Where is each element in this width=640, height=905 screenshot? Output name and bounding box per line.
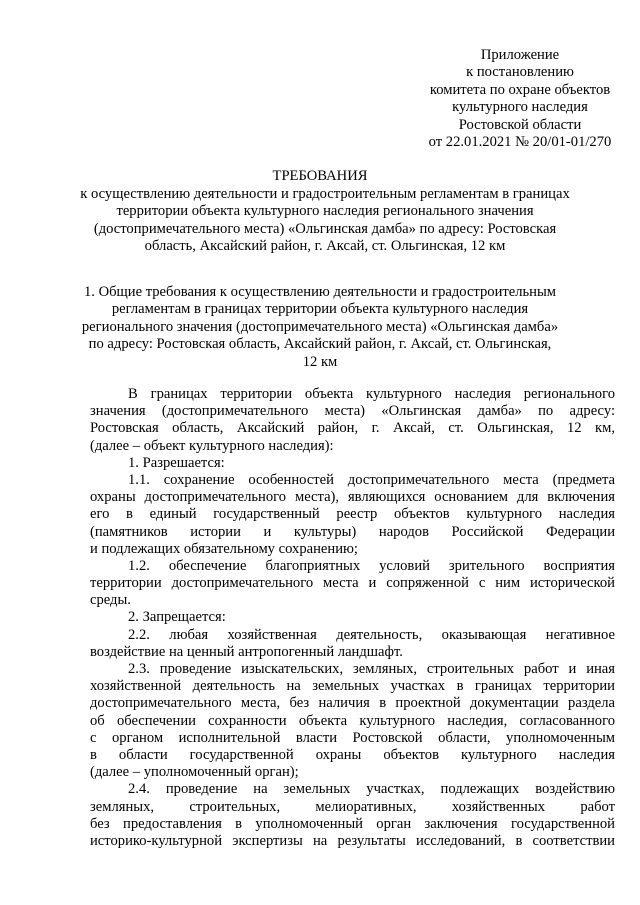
item-2-3-line: хозяйственной деятельность на земельных участках в границах территории xyxy=(90,678,615,695)
item-1-1-line: охраны достопримечательного места), являющихся основанием для включения xyxy=(90,489,615,506)
item-1-1-line: его в единый государственный реестр объектов культурного наследия xyxy=(90,506,615,523)
item-1-1-line: (памятников истории и культуры) народов Российской Федерации xyxy=(90,523,615,540)
item-2-4-line: 2.4. проведение на земельных участках, подлежащих воздействию xyxy=(128,781,615,798)
allowed-heading: 1. Разрешается: xyxy=(128,454,225,471)
subtitle-line: (достопримечательного места) «Ольгинская дамба» по адресу: Ростовская xyxy=(93,220,557,237)
item-1-1-line: и подлежащих обязательному сохранению; xyxy=(90,540,358,557)
document-subtitle xyxy=(60,186,590,256)
subtitle-line: территории объекта культурного наследия регионального значения xyxy=(116,203,534,220)
heading-line: регламентам в границах территории объекта культурного наследия xyxy=(111,301,529,318)
section-1-heading xyxy=(80,284,560,371)
item-1-2-line: 1.2. обеспечение благоприятных условий зрительного восприятия xyxy=(128,557,615,574)
subtitle-line: область, Аксайский район, г. Аксай, ст. Ольгинская, 12 км xyxy=(144,238,506,255)
item-2-3-line: с органом исполнительной власти Ростовской области, уполномоченным xyxy=(90,729,615,746)
heading-line: по адресу: Ростовская область, Аксайский район, г. Аксай, ст. Ольгинская, xyxy=(88,336,552,353)
item-2-3-line: в области государственной охраны объектов культурного наследия xyxy=(90,746,615,763)
intro-line: В границах территории объекта культурного наследия регионального xyxy=(128,386,615,402)
item-2-3-line: (далее – уполномоченный орган); xyxy=(90,764,299,781)
heading-line: регионального значения (достопримечательного места) «Ольгинская дамба» xyxy=(81,318,559,335)
document-body xyxy=(90,386,615,850)
heading-line: 12 км xyxy=(302,353,338,370)
intro-line: значения (достопримечательного места) «Ольгинская дамба» по адресу: xyxy=(90,403,615,420)
heading-line: 1. Общие требования к осуществлению деятельности и градостроительным xyxy=(83,284,557,300)
appendix-line: Приложение xyxy=(480,47,560,63)
item-2-4-line: историко-культурной экспертизы на результаты исследований, в соответствии xyxy=(90,832,615,849)
item-2-3-line: об обеспечении сохранности объекта культурного наследия, согласованного xyxy=(90,712,615,729)
appendix-line: от 22.01.2021 № 20/01-01/270 xyxy=(428,134,612,151)
item-2-4-line: земляных, строительных, мелиоративных, хозяйственных работ xyxy=(90,798,615,815)
appendix-line: к постановлению xyxy=(466,64,574,81)
intro-line: (далее – объект культурного наследия): xyxy=(90,437,334,454)
item-2-2-line: 2.2. любая хозяйственная деятельность, оказывающая негативное xyxy=(128,626,615,643)
appendix-line: Ростовской области xyxy=(458,116,582,133)
item-2-3-line: достопримечательного места, без наличия в проектной документации раздела xyxy=(90,695,615,712)
forbidden-heading: 2. Запрещается: xyxy=(128,609,226,626)
appendix-line: культурного наследия xyxy=(452,99,588,116)
document-title: ТРЕБОВАНИЯ xyxy=(272,168,368,184)
appendix-line: комитета по охране объектов xyxy=(429,81,611,98)
item-2-2-line: воздействие на ценный антропогенный ландшафт. xyxy=(90,643,403,660)
subtitle-line: к осуществлению деятельности и градостроительным регламентам в границах xyxy=(80,186,570,202)
item-2-4-line: без предоставления в уполномоченный орган заключения государственной xyxy=(90,815,615,832)
item-2-3-line: 2.3. проведение изыскательских, земляных, строительных работ и иная xyxy=(128,661,615,677)
item-1-2-line: территории достопримечательного места и сопряженной с ним исторической xyxy=(90,575,615,592)
item-1-2-line: среды. xyxy=(90,592,131,609)
item-1-1-line: 1.1. сохранение особенностей достопримечательного места (предмета xyxy=(128,471,615,488)
appendix-block xyxy=(405,47,635,151)
intro-line: Ростовская область, Аксайский район, г. Аксай, ст. Ольгинская, 12 км, xyxy=(90,420,615,437)
